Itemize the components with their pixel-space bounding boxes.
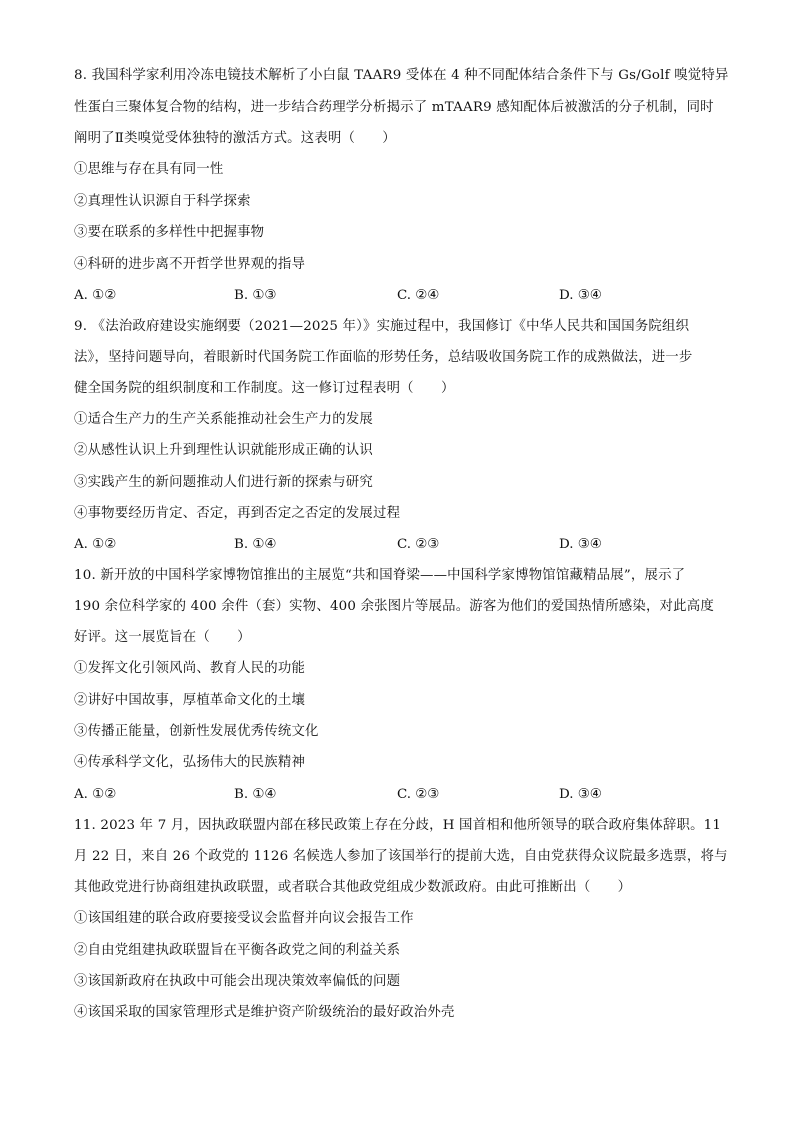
q11-stem-line1: 11. 2023 年 7 月，因执政联盟内部在移民政策上存在分歧，H 国首相和他所领导的联合政府集体辞职。11 (74, 818, 722, 833)
q9-item-2: ②从感性认识上升到理性认识就能形成正确的认识 (74, 443, 373, 458)
q10-item-3: ③传播正能量，创新性发展优秀传统文化 (74, 724, 319, 739)
q11-item-2: ②自由党组建执政联盟旨在平衡各政党之间的利益关系 (74, 943, 401, 958)
q8-stem-line2: 性蛋白三聚体复合物的结构，进一步结合药理学分析揭示了 mTAAR9 感知配体后被激活的分子机制，同时 (74, 100, 714, 115)
q11-item-4: ④该国采取的国家管理形式是维护资产阶级统治的最好政治外壳 (74, 1005, 455, 1020)
q8-item-3: ③要在联系的多样性中把握事物 (74, 225, 265, 240)
q9-option-d[interactable]: D. ③④ (559, 537, 602, 552)
q11-stem-line3: 其他政党进行协商组建执政联盟，或者联合其他政党组成少数派政府。由此可推断出（ ） (74, 880, 632, 895)
q10-option-c[interactable]: C. ②③ (397, 787, 440, 802)
q8-option-b[interactable]: B. ①③ (234, 288, 277, 303)
q8-option-c[interactable]: C. ②④ (397, 288, 440, 303)
q8-option-a[interactable]: A. ①② (74, 288, 117, 303)
q9-stem-line1: 9. 《法治政府建设实施纲要（2021—2025 年）》实施过程中，我国修订《中华人民共和国国务院组织 (74, 319, 690, 334)
q8-stem-line3: 阐明了Ⅱ类嗅觉受体独特的激活方式。这表明（ ） (74, 131, 396, 146)
q9-stem-line3: 健全国务院的组织制度和工作制度。这一修订过程表明（ ） (74, 381, 455, 396)
q9-option-a[interactable]: A. ①② (74, 537, 117, 552)
q9-option-b[interactable]: B. ①④ (234, 537, 277, 552)
q8-item-4: ④科研的进步离不开哲学世界观的指导 (74, 257, 306, 272)
q10-item-1: ①发挥文化引领风尚、教育人民的功能 (74, 661, 306, 676)
q8-item-1: ①思维与存在具有同一性 (74, 162, 224, 177)
q10-item-2: ②讲好中国故事，厚植革命文化的土壤 (74, 693, 306, 708)
q9-option-c[interactable]: C. ②③ (397, 537, 440, 552)
q10-stem-line3: 好评。这一展览旨在（ ） (74, 630, 251, 645)
q8-stem-line1: 8. 我国科学家利用冷冻电镜技术解析了小白鼠 TAAR9 受体在 4 种不同配体结合条件下与 Gs/Golf 嗅觉特异 (74, 68, 729, 83)
q11-item-1: ①该国组建的联合政府要接受议会监督并向议会报告工作 (74, 911, 414, 926)
q9-item-3: ③实践产生的新问题推动人们进行新的探索与研究 (74, 475, 373, 490)
q9-item-1: ①适合生产力的生产关系能推动社会生产力的发展 (74, 412, 373, 427)
q10-option-d[interactable]: D. ③④ (559, 787, 602, 802)
q9-options (74, 536, 734, 554)
q11-item-3: ③该国新政府在执政中可能会出现决策效率偏低的问题 (74, 974, 401, 989)
q8-item-2: ②真理性认识源自于科学探索 (74, 194, 251, 209)
q8-option-d[interactable]: D. ③④ (559, 288, 602, 303)
q10-option-b[interactable]: B. ①④ (234, 787, 277, 802)
q10-stem-line2: 190 余位科学家的 400 余件（套）实物、400 余张图片等展品。游客为他们的爱国热情所感染，对此高度 (74, 599, 714, 614)
q10-option-a[interactable]: A. ①② (74, 787, 117, 802)
q10-item-4: ④传承科学文化，弘扬伟大的民族精神 (74, 755, 306, 770)
q11-stem-line2: 月 22 日，来自 26 个政党的 1126 名候选人参加了该国举行的提前大选，自由党获得众议院最多选票，将与 (74, 849, 728, 864)
q9-stem-line2: 法》，坚持问题导向，着眼新时代国务院工作面临的形势任务，总结吸收国务院工作的成熟做法，进一步 (74, 350, 693, 365)
q9-item-4: ④事物要经历肯定、否定，再到否定之否定的发展过程 (74, 506, 401, 521)
q10-options (74, 786, 734, 804)
q10-stem-line1: 10. 新开放的中国科学家博物馆推出的主展览“共和国脊梁——中国科学家博物馆馆藏精品展”，展示了 (74, 568, 686, 583)
q8-options (74, 287, 734, 305)
